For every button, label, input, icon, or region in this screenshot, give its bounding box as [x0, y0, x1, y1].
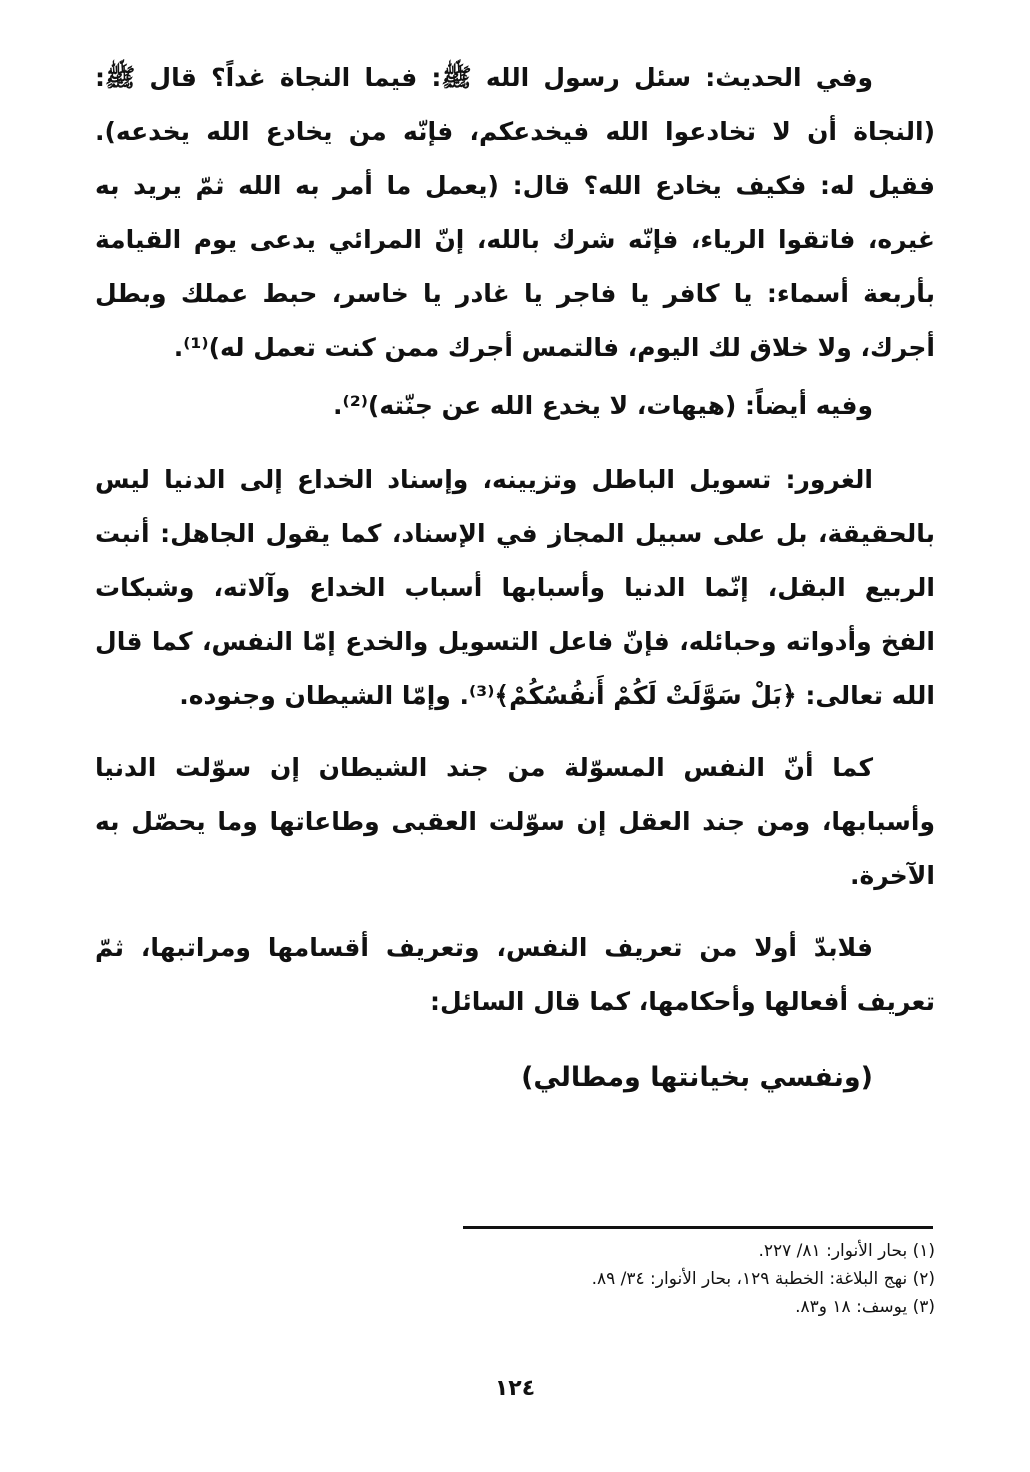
text-line: كما أنّ النفس المسوّلة من جند الشيطان إن سوّلت الدنيا [95, 753, 873, 782]
page-number: ١٢٤ [494, 1376, 536, 1401]
text-line: بالحقيقة، بل على سبيل المجاز في الإسناد، كما يقول الجاهل: أنبت [95, 519, 935, 548]
text-line: (النجاة أن لا تخادعوا الله فيخدعكم، فإنّه من يخادع الله يخدعه). [95, 117, 935, 146]
text-line: الربيع البقل، إنّما الدنيا وأسبابها أسباب الخداع وآلاته، وشبكات [95, 573, 935, 602]
text-line: وفي الحديث: سئل رسول الله ﷺ: فيما النجاة غداً؟ قال ﷺ: [95, 63, 873, 92]
footnote-divider [463, 1226, 933, 1229]
footnote: (٣) يوسف: ١٨ و٨٣. [795, 1297, 935, 1317]
footnote: (١) بحار الأنوار: ٨١/ ٢٢٧. [758, 1241, 935, 1261]
text-line: وفيه أيضاً: (هيهات، لا يخدع الله عن جنّته)⁽²⁾. [333, 391, 873, 420]
text-line: وأسبابها، ومن جند العقل إن سوّلت العقبى وطاعاتها وما يحصّل به [95, 807, 935, 836]
text-line: الله تعالى: ﴿بَلْ سَوَّلَتْ لَكُمْ أَنفُسُكُمْ﴾⁽³⁾. وإمّا الشيطان وجنوده. [179, 681, 935, 710]
text-line: الفخ وأدواته وحبائله، فإنّ فاعل التسويل والخدع إمّا النفس، كما قال [95, 627, 935, 656]
text-line: فلابدّ أولا من تعريف النفس، وتعريف أقسامها ومراتبها، ثمّ [95, 933, 873, 962]
text-line: تعريف أفعالها وأحكامها، كما قال السائل: [430, 987, 935, 1016]
text-line: فقيل له: فكيف يخادع الله؟ قال: (يعمل ما أمر به الله ثمّ يريد به [95, 171, 935, 200]
text-line: الغرور: تسويل الباطل وتزيينه، وإسناد الخداع إلى الدنيا ليس [95, 465, 873, 494]
footnote: (٢) نهج البلاغة: الخطبة ١٢٩، بحار الأنوار: ٣٤/ ٨٩. [591, 1269, 935, 1289]
text-line: بأربعة أسماء: يا كافر يا فاجر يا غادر يا خاسر، حبط عملك وبطل [95, 279, 935, 308]
text-line: غيره، فاتقوا الرياء، فإنّه شرك بالله، إنّ المرائي يدعى يوم القيامة [95, 225, 935, 254]
verse-heading: (ونفسي بخيانتها ومطالي) [521, 1062, 873, 1093]
text-line: الآخرة. [849, 861, 935, 890]
text-line: أجرك، ولا خلاق لك اليوم، فالتمس أجرك ممن كنت تعمل له)⁽¹⁾. [173, 333, 935, 362]
